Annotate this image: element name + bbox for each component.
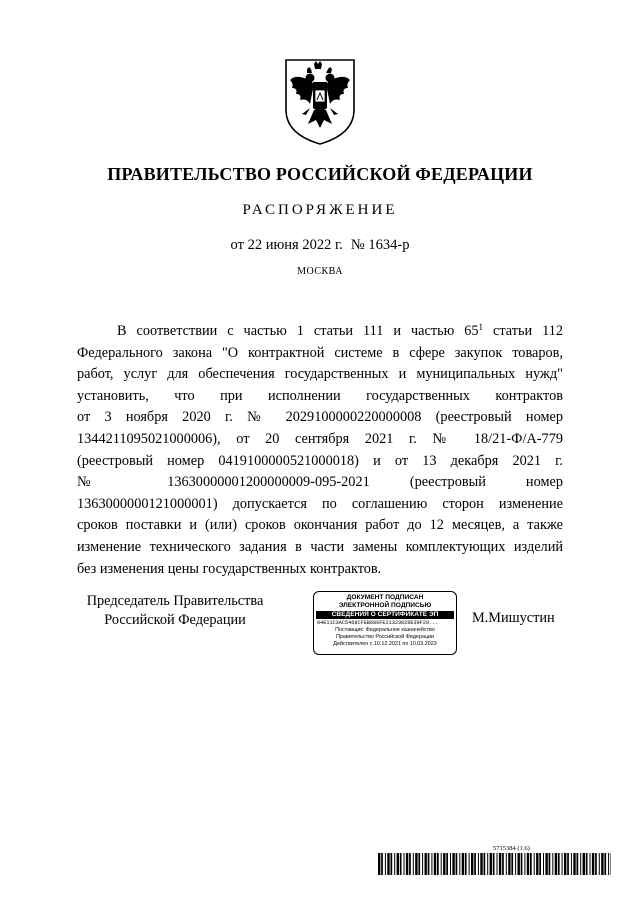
certificate-validity: Действителен с 10.12.2021 по 10.03.2023 — [333, 640, 437, 647]
body-line: Федерального закона "О контрактной системе в сфере закупок товаров, — [77, 344, 563, 361]
certificate-owner: Правительство Российской Федерации — [335, 633, 434, 640]
body-line: работ, услуг для обеспечения государственных и муниципальных нужд" — [77, 366, 563, 383]
stamp-header: СВЕДЕНИЯ О СЕРТИФИКАТЕ ЭП — [316, 611, 454, 619]
body-line: 1363000000121000001) допускается по соглашению сторон изменение — [77, 495, 563, 512]
body-line: В соответствии с частью 1 статьи 111 и частью $65^1$ статьи 112 — [117, 322, 563, 339]
coat-of-arms-emblem — [280, 54, 360, 146]
body-line: 1344211095021000006), от 20 сентября 2021 г. № 18/21-Ф/А-779 — [77, 430, 563, 447]
date-number-line — [0, 237, 640, 254]
electronic-signature-stamp — [313, 591, 457, 655]
body-line: от 3 ноября 2020 г. № 2029100000220000008 (реестровый номер — [77, 409, 563, 426]
certificate-hash: 04E11C3AC5468CFEB686FE21323028E39F29... — [317, 620, 439, 626]
body-line: сроков поставки и (или) сроков окончания работ до 12 месяцев, а также — [77, 517, 563, 534]
body-line: без изменения цены государственных контрактов. — [77, 560, 382, 577]
city: МОСКВА — [297, 266, 343, 277]
body-line: установить, что при исполнении государственных контрактов — [77, 387, 563, 404]
barcode-label: 5715384 (1.6) — [493, 845, 530, 852]
signatory-position — [80, 592, 270, 630]
barcode — [378, 853, 611, 875]
signer-name: М.Мишустин — [472, 610, 555, 626]
superscript: 1 — [478, 322, 484, 332]
position-line: Председатель Правительства — [86, 593, 264, 609]
document-type: РАСПОРЯЖЕНИЕ — [242, 202, 398, 218]
document-body — [77, 321, 563, 580]
document-date: от 22 июня 2022 г. — [230, 237, 343, 253]
certificate-supplier: Поставщик: Федеральное казначейство — [335, 627, 435, 633]
body-line: изменение технического задания в части замены комплектующих изделий — [77, 538, 563, 555]
government-title: ПРАВИТЕЛЬСТВО РОССИЙСКОЙ ФЕДЕРАЦИИ — [107, 164, 533, 184]
stamp-title: ДОКУМЕНТ ПОДПИСАН — [346, 594, 424, 601]
body-line: (реестровый номер 0419100000521000018) и от 13 декабря 2021 г. — [77, 452, 563, 469]
stamp-subtitle: ЭЛЕКТРОННОЙ ПОДПИСЬЮ — [338, 602, 432, 609]
document-number: № 1634-р — [350, 237, 410, 253]
body-line: № 13630000001200000009-095-2021 (реестровый номер — [77, 474, 563, 491]
position-line: Российской Федерации — [104, 612, 246, 628]
